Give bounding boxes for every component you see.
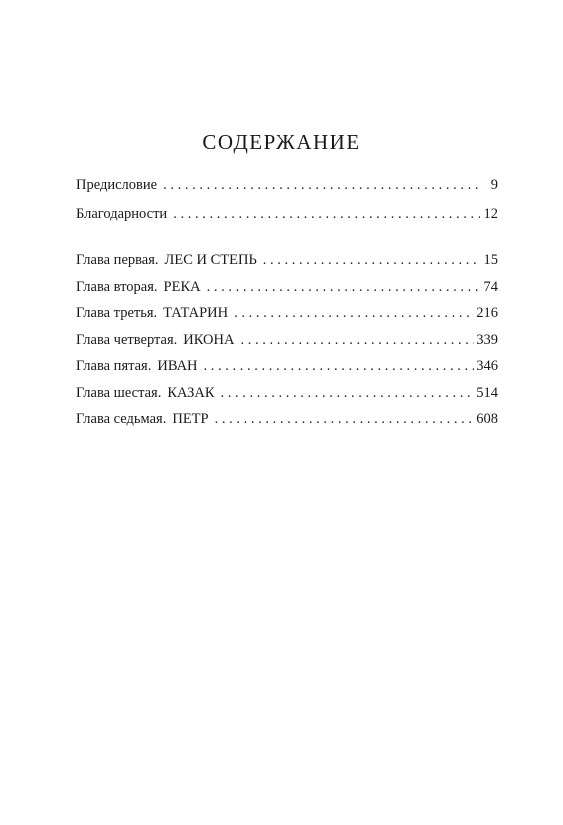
toc-leader-dots — [234, 305, 474, 322]
toc-entry-label — [76, 252, 257, 269]
toc-leader-dots — [240, 332, 474, 349]
toc-entry-label: Благодарности — [76, 206, 168, 222]
toc-entry-chapter-4[interactable] — [76, 332, 498, 359]
toc-front-matter — [76, 177, 498, 235]
toc-leader-dots — [173, 206, 480, 223]
toc-page-number: 12 — [483, 206, 498, 222]
toc-entry-acknowledgements[interactable] — [76, 206, 498, 235]
chapter-number-label: Глава третья. — [76, 305, 158, 321]
toc-entry-chapter-2[interactable] — [76, 279, 498, 306]
toc-leader-dots — [163, 177, 480, 194]
toc-entry-chapter-1[interactable] — [76, 252, 498, 279]
chapter-number-label: Глава четвертая. — [76, 331, 178, 348]
toc-entry-label — [76, 385, 215, 402]
toc-entry-chapter-5[interactable] — [76, 358, 498, 385]
toc-entry-preface[interactable] — [76, 177, 498, 206]
toc-leader-dots — [263, 252, 480, 269]
chapter-number-label: Глава пятая. — [76, 358, 152, 374]
toc-leader-dots — [215, 411, 475, 428]
chapter-number-label: Глава шестая. — [76, 384, 162, 401]
chapter-title: РЕКА — [163, 278, 201, 295]
toc-leader-dots — [207, 279, 480, 296]
toc-entry-label — [76, 279, 201, 296]
toc-entry-label — [76, 358, 198, 375]
chapter-title: КАЗАК — [167, 384, 215, 401]
chapter-title: ТАТАРИН — [163, 305, 229, 321]
toc-entry-chapter-3[interactable] — [76, 305, 498, 332]
chapter-number-label: Глава седьмая. — [76, 411, 167, 427]
toc-entry-label — [76, 411, 209, 428]
toc-page-number: 74 — [483, 278, 498, 295]
toc-page-number: 216 — [476, 305, 498, 321]
chapter-title: ИКОНА — [183, 331, 235, 348]
toc-leader-dots — [204, 358, 475, 375]
toc-entry-label — [76, 332, 234, 349]
toc-page-number: 346 — [476, 358, 498, 374]
chapter-number-label: Глава первая. — [76, 252, 159, 268]
toc-title: СОДЕРЖАНИЕ — [202, 130, 361, 154]
toc-entry-chapter-6[interactable] — [76, 385, 498, 412]
chapter-title: ПЕТР — [172, 411, 209, 427]
toc-leader-dots — [221, 385, 475, 402]
toc-page-number: 514 — [476, 384, 498, 401]
toc-page-number: 339 — [476, 331, 498, 348]
toc-chapters — [76, 252, 498, 438]
toc-page-number: 9 — [490, 177, 498, 193]
toc-entry-label — [76, 305, 228, 322]
toc-entry-label: Предисловие — [76, 177, 158, 193]
chapter-title: ЛЕС И СТЕПЬ — [164, 252, 257, 268]
chapter-number-label: Глава вторая. — [76, 278, 158, 295]
toc-page-number: 608 — [476, 411, 498, 427]
toc-page-number: 15 — [483, 252, 498, 268]
toc-entry-chapter-7[interactable] — [76, 411, 498, 438]
chapter-title: ИВАН — [157, 358, 198, 374]
